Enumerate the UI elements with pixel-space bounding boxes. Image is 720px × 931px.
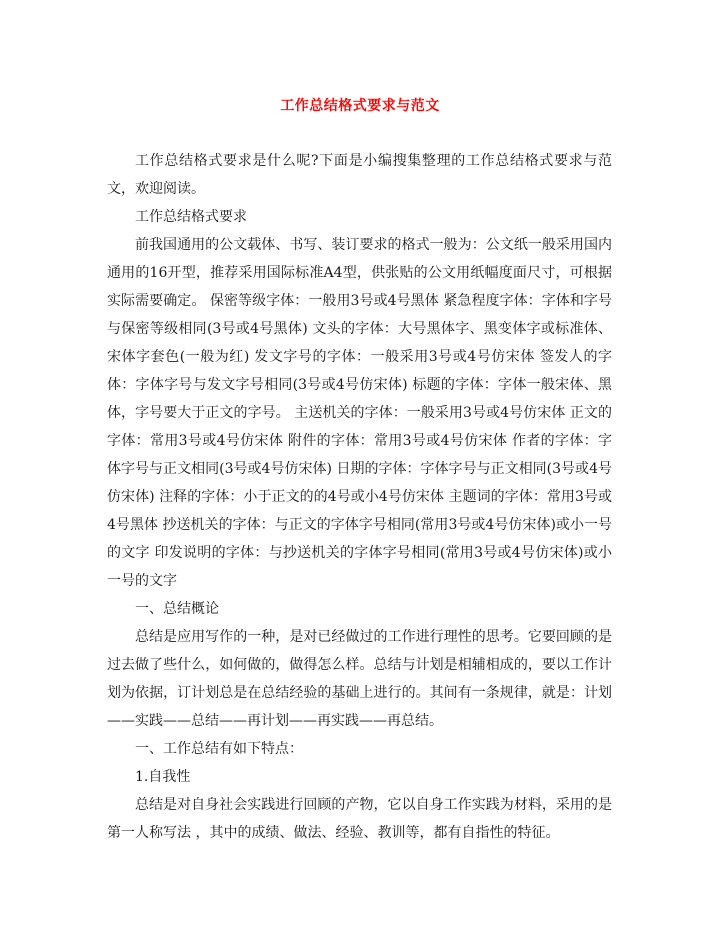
section-heading-overview: 一、总结概论 [135,601,219,617]
overview-paragraph: 总结是应用写作的一种，是对已经做过的工作进行理性的思考。它要回顾的是过去做了些什么，如何做的，做得怎么样。总结与计划是相辅相成的，要以工作计划为依据，订计划总是在总结经验的基础上进行的。其间有一条规律，就是：计划——实践——总结——再计划——再实践——再总结。 [107,629,612,729]
format-requirements-paragraph: 前我国通用的公文载体、书写、装订要求的格式一般为：公文纸一般采用国内通用的16开型，推荐采用国际标准A4型，供张贴的公文用纸幅度面尺寸，可根据实际需要确定。 保密等级字体：一般用3号或4号黑体 紧急程度字体：字体和字号与保密等级相同(3号或4号黑体) 文头的字体：大号黑体字、黑变体字或标准体、宋体字套色(一般为红) 发文字号的字体：一般采用3号或4号仿宋体 签发人的字体：字体字号与发文字号相同(3号或4号仿宋体) 标题的字体：字体一般宋体、黑体，字号要大于正文的字号。 主送机关的字体：一般采用3号或4号仿宋体 正文的字体：常用3号或4号仿宋体 附件的字体：常用3号或4号仿宋体 作者的字体：字体字号与正文相同(3号或4号仿宋体) 日期的字体：字体字号与正文相同(3号或4号仿宋体) 注释的字体：小于正文的的4号或小4号仿宋体 主题词的字体：常用3号或4号黑体 抄送机关的字体：与正文的字体字号相同(常用3号或4号仿宋体)或小一号的文字 印发说明的字体：与抄送机关的字体字号相同(常用3号或4号仿宋体)或小一号的文字 [107,237,612,589]
section-heading-features: 一、工作总结有如下特点： [135,741,303,757]
section-heading-format-requirements: 工作总结格式要求 [135,209,247,225]
document-title: 工作总结格式要求与范文 [280,98,440,114]
subheading-self: 1.自我性 [135,769,191,785]
document-body [107,147,612,847]
intro-paragraph: 工作总结格式要求是什么呢?下面是小编搜集整理的工作总结格式要求与范文，欢迎阅读。 [107,153,612,197]
self-paragraph: 总结是对自身社会实践进行回顾的产物，它以自身工作实践为材料，采用的是第一人称写法 ，其中的成绩、做法、经验、教训等，都有自指性的特征。 [107,797,612,841]
